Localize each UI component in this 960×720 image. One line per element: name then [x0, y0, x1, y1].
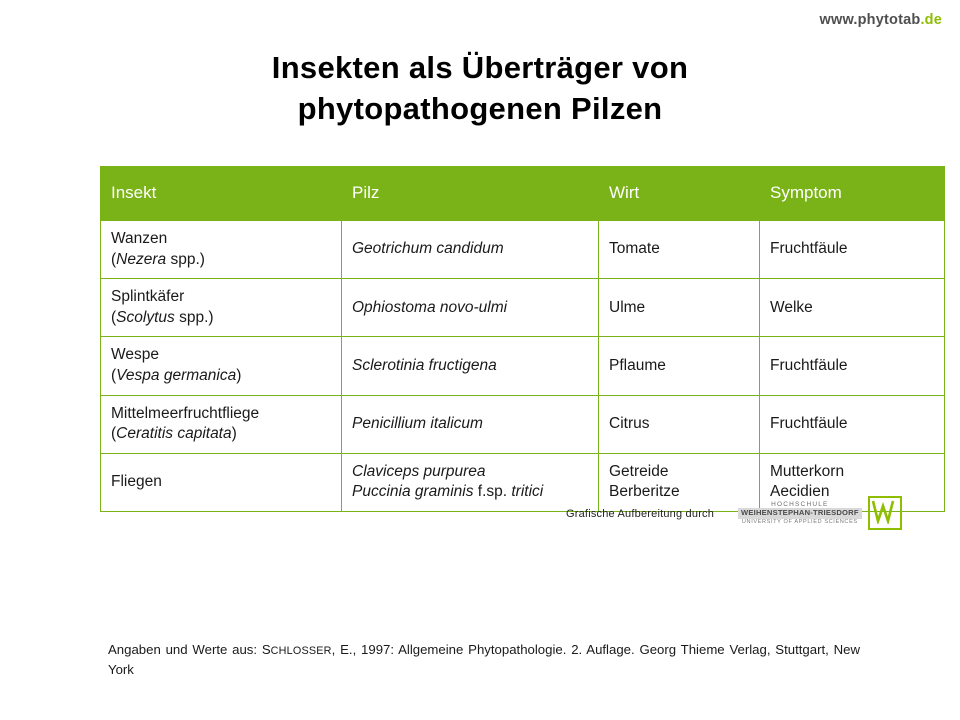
column-header-wirt: Wirt — [599, 167, 760, 221]
source-author-initial: S — [261, 642, 271, 657]
wirt-line-2: Berberitze — [609, 483, 680, 501]
cell-insekt — [101, 221, 342, 279]
source-citation — [108, 640, 860, 680]
cell-symptom: Welke — [760, 279, 945, 337]
source-prefix: Angaben und Werte aus: — [108, 642, 262, 657]
insekt-paren-open: ( — [111, 425, 117, 443]
wirt-line-1: Getreide — [609, 462, 669, 480]
insekt-paren-open: ( — [111, 250, 117, 268]
insekt-name: Splintkäfer — [111, 288, 185, 306]
page-title-line-2: phytopathogenen Pilzen — [297, 90, 663, 126]
insekt-name: Wespe — [111, 346, 159, 364]
insekt-name: Wanzen — [111, 230, 168, 247]
source-reference: , E., 1997: Allgemeine Phytopathologie. 2. Auflage. Georg Thieme Verlag, Stuttgart, New York — [108, 642, 860, 677]
cell-insekt — [101, 395, 342, 453]
table-row — [101, 337, 945, 395]
pilz-line-1: Claviceps purpurea — [352, 462, 486, 480]
cell-wirt — [599, 453, 760, 511]
site-url — [819, 12, 942, 28]
insekt-paren-rest: ) — [231, 425, 237, 443]
cell-symptom: Fruchtfäule — [760, 221, 945, 279]
cell-symptom: Fruchtfäule — [760, 337, 945, 395]
insekt-name: Mittelmeerfruchtfliege — [111, 404, 260, 422]
cell-wirt: Pflaume — [599, 337, 760, 395]
pilz-line-2-rest: f.sp. — [473, 483, 512, 501]
page-title-line-1: Insekten als Überträger von — [271, 50, 689, 85]
insekt-species: Scolytus — [116, 308, 175, 326]
cell-wirt: Tomate — [599, 221, 760, 279]
table-body — [101, 221, 945, 512]
credit-text: Grafische Aufbereitung durch — [566, 508, 715, 520]
data-table — [100, 166, 945, 512]
cell-wirt: Citrus — [599, 395, 760, 453]
table-header-row — [101, 167, 945, 221]
logo-mark-icon — [868, 496, 902, 530]
logo-line-3: UNIVERSITY OF APPLIED SCIENCES — [741, 518, 858, 525]
table-row — [101, 221, 945, 279]
cell-insekt — [101, 337, 342, 395]
insekt-species: Vespa germanica — [116, 367, 237, 385]
data-table-container — [100, 166, 860, 512]
cell-insekt — [101, 279, 342, 337]
source-author-rest: CHLOSSER — [270, 645, 332, 657]
logo-line-1: HOCHSCHULE — [771, 500, 829, 508]
insekt-paren-rest: spp.) — [174, 308, 214, 326]
column-header-insekt: Insekt — [101, 167, 342, 221]
cell-pilz: Ophiostoma novo-ulmi — [342, 279, 599, 337]
site-url-tld: .de — [920, 12, 942, 28]
column-header-symptom: Symptom — [760, 167, 945, 221]
insekt-paren-open: ( — [111, 367, 117, 385]
page-title — [0, 48, 960, 130]
cell-wirt: Ulme — [599, 279, 760, 337]
logo-line-2: WEIHENSTEPHAN-TRIESDORF — [738, 508, 862, 519]
cell-pilz: Penicillium italicum — [342, 395, 599, 453]
table-header — [101, 167, 945, 221]
symptom-line-2: Aecidien — [770, 483, 830, 501]
pilz-line-2-species: Puccinia graminis — [352, 483, 474, 501]
table-row — [101, 279, 945, 337]
institution-logo — [738, 496, 902, 530]
pilz-line-2-forma: tritici — [511, 483, 544, 501]
cell-pilz — [342, 453, 599, 511]
insekt-species: Nezera — [116, 250, 167, 268]
insekt-paren-rest: spp.) — [166, 250, 205, 268]
insekt-paren-rest: ) — [236, 367, 242, 385]
cell-insekt: Fliegen — [101, 453, 342, 511]
symptom-line-1: Mutterkorn — [770, 462, 845, 480]
insekt-paren-open: ( — [111, 308, 117, 326]
table-row — [101, 395, 945, 453]
insekt-species: Ceratitis capitata — [116, 425, 232, 443]
cell-pilz: Geotrichum candidum — [342, 221, 599, 279]
logo-wordmark — [738, 501, 862, 525]
site-url-main: www.phytotab — [819, 12, 921, 28]
cell-pilz: Sclerotinia fructigena — [342, 337, 599, 395]
cell-symptom: Fruchtfäule — [760, 395, 945, 453]
column-header-pilz: Pilz — [342, 167, 599, 221]
